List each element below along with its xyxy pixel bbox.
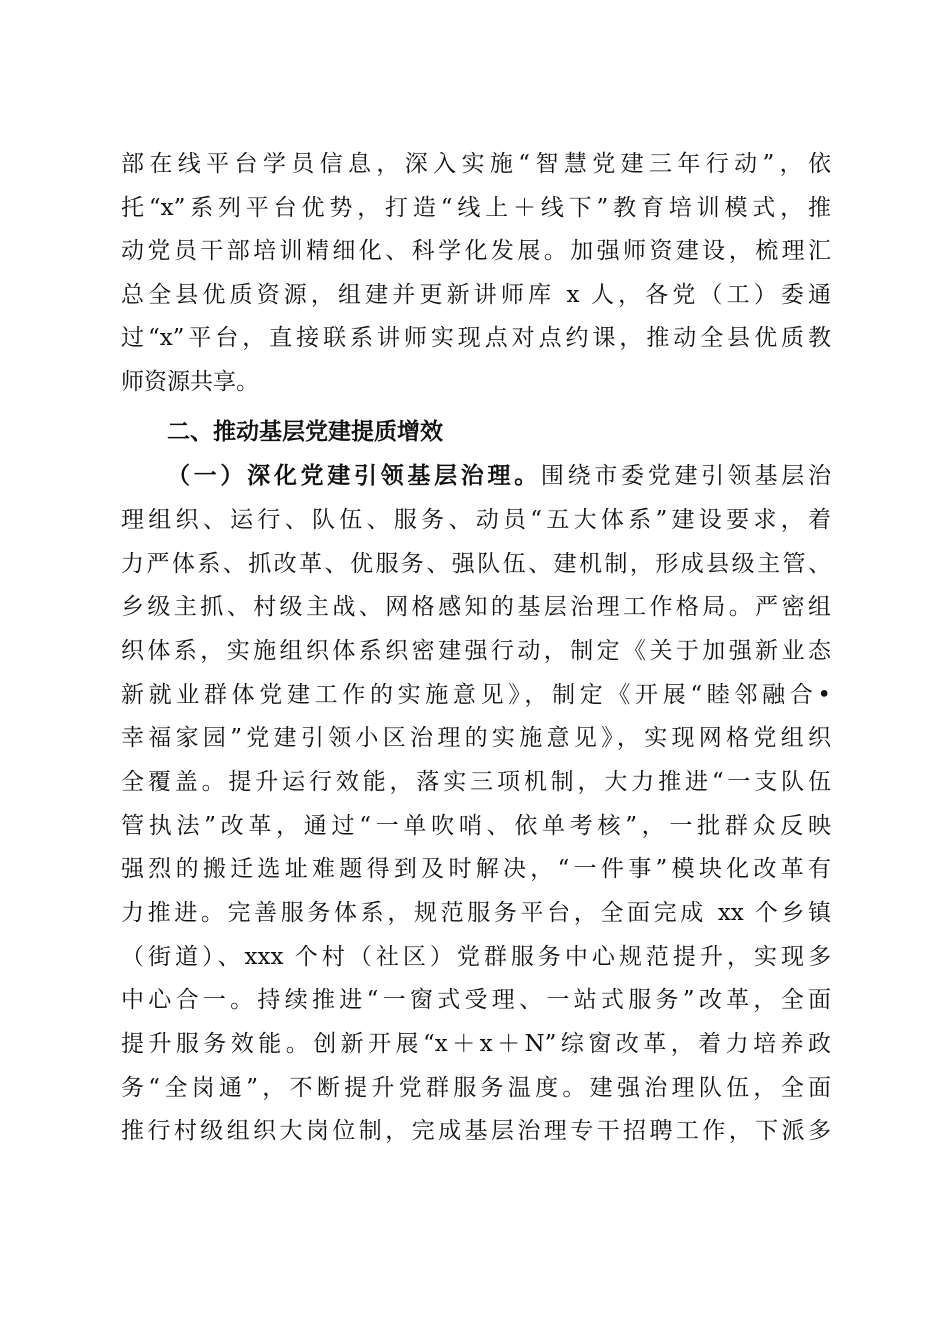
paragraph-2-line-1: [167, 456, 831, 496]
paragraph-1-line-5: 过“x”平台，直接联系讲师实现点对点约课，推动全县优质教: [121, 325, 831, 351]
paragraph-2-line-12: （街道）、xxx 个村（社区）党群服务中心规范提升，实现多: [121, 944, 831, 970]
paragraph-2-line-11: 力推进。完善服务体系，规范服务平台，全面完成 xx 个乡镇: [121, 900, 831, 926]
paragraph-1-line-4: 总全县优质资源，组建并更新讲师库 x 人，各党（工）委通: [121, 282, 831, 308]
paragraph-2-line-16: 推行村级组织大岗位制，完成基层治理专干招聘工作，下派多: [121, 1118, 831, 1144]
paragraph-2-line-9: 管执法”改革，通过“一单吹哨、依单考核”，一批群众反映: [121, 813, 831, 839]
paragraph-2-line-6: 新就业群体党建工作的实施意见》，制定《开展“睦邻融合•: [121, 682, 831, 708]
paragraph-2-line-15: 务“全岗通”，不断提升党群服务温度。建强治理队伍，全面: [121, 1075, 831, 1101]
paragraph-2-line-4: 乡级主抓、村级主战、网格感知的基层治理工作格局。严密组: [121, 594, 831, 620]
paragraph-2-line-2: 理组织、运行、队伍、服务、动员“五大体系”建设要求，着: [121, 507, 831, 533]
paragraph-2-line-8: 全覆盖。提升运行效能，落实三项机制，大力推进“一支队伍: [121, 769, 831, 795]
paragraph-1-line-6: 师资源共享。: [121, 369, 259, 395]
paragraph-2-line-13: 中心合一。持续推进“一窗式受理、一站式服务”改革，全面: [121, 987, 831, 1013]
section-heading: 二、推动基层党建提质增效: [167, 419, 443, 445]
paragraph-1-line-1: 部在线平台学员信息，深入实施“智慧党建三年行动”，依: [121, 151, 831, 177]
paragraph-2-line-5: 织体系，实施组织体系织密建强行动，制定《关于加强新业态: [121, 638, 831, 664]
paragraph-2-line-3: 力严体系、抓改革、优服务、强队伍、建机制，形成县级主管、: [121, 551, 831, 577]
paragraph-2-line-14: 提升服务效能。创新开展“x＋x＋N”综窗改革，着力培养政: [121, 1031, 831, 1057]
paragraph-2-line-10: 强烈的搬迁选址难题得到及时解决，“一件事”模块化改革有: [121, 856, 831, 882]
paragraph-2-line-7: 幸福家园”党建引领小区治理的实施意见》，实现网格党组织: [121, 725, 831, 751]
paragraph-1-line-2: 托“x”系列平台优势，打造“线上＋线下”教育培训模式，推: [121, 195, 831, 221]
subsection-lead: （一）深化党建引领基层治理。: [167, 463, 541, 489]
paragraph-1-line-3: 动党员干部培训精细化、科学化发展。加强师资建设，梳理汇: [121, 238, 831, 264]
paragraph-2-line-1-rest: 围绕市委党建引领基层治: [540, 463, 832, 489]
